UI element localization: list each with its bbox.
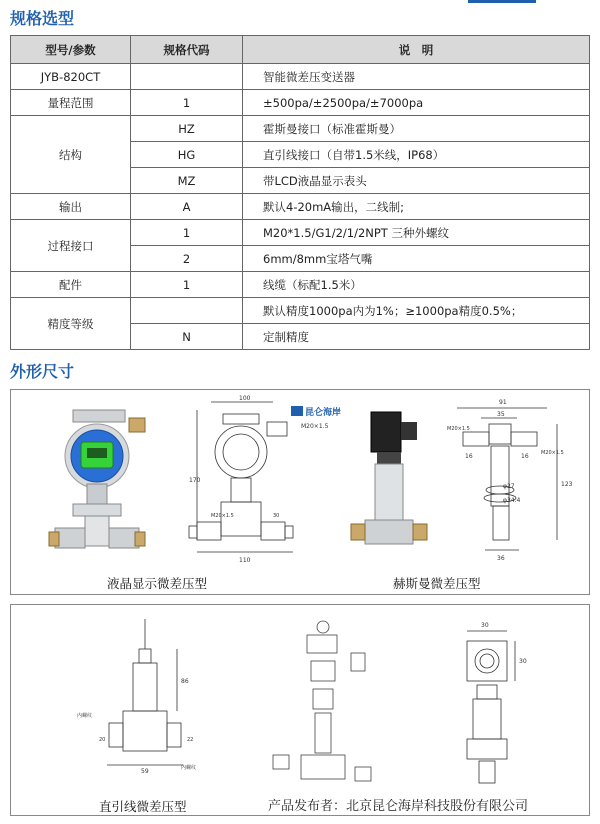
- code-cell: [131, 64, 243, 90]
- d2-w1-label: 91: [499, 399, 507, 406]
- d1-thread-label: M20×1.5: [301, 423, 329, 430]
- desc-cell: 默认精度1000pa内为1%；≥1000pa精度0.5%；: [243, 298, 590, 324]
- code-cell: MZ: [131, 168, 243, 194]
- caption-direct: 直引线微差压型: [99, 799, 187, 814]
- desc-cell: 默认4-20mA输出，二线制;: [243, 194, 590, 220]
- desc-cell: M20*1.5/G1/2/1/2NPT 三种外螺纹: [243, 220, 590, 246]
- top-panel-drawings: [11, 390, 589, 594]
- d2-w2-label: 35: [497, 411, 505, 418]
- table-row: [11, 90, 590, 116]
- caption-hirschmann: 赫斯曼微差压型: [393, 576, 481, 591]
- d2-bottom-label: 36: [497, 555, 505, 562]
- d4-h-label: 30: [519, 658, 527, 665]
- dimension-panel-bottom: [10, 604, 590, 816]
- spec-table: [10, 35, 590, 350]
- param-cell: 结构: [11, 116, 131, 194]
- desc-cell: 定制精度: [243, 324, 590, 350]
- d2-thread-left-label: M20×1.5: [447, 426, 470, 432]
- caption-lcd: 液晶显示微差压型: [107, 576, 208, 591]
- spec-section-title: 规格选型: [10, 9, 75, 28]
- desc-cell: ±500pa/±2500pa/±7000pa: [243, 90, 590, 116]
- param-cell: 配件: [11, 272, 131, 298]
- d2-a-label: 16: [465, 453, 473, 460]
- table-row: [11, 116, 590, 142]
- d1-port-label: M20×1.5: [211, 513, 234, 519]
- code-cell: HG: [131, 142, 243, 168]
- code-cell: HZ: [131, 116, 243, 142]
- desc-cell: 带LCD液晶显示表头: [243, 168, 590, 194]
- desc-cell: 霍斯曼接口（标准霍斯曼）: [243, 116, 590, 142]
- brand-logo-text: 昆仑海岸: [305, 408, 342, 418]
- desc-cell: 直引线接口（自带1.5米线，IP68）: [243, 142, 590, 168]
- d1-len-label: 110: [239, 557, 251, 564]
- desc-cell: 线缆（标配1.5米）: [243, 272, 590, 298]
- d2-h-label: 123: [561, 481, 573, 488]
- d2-d2-label: φ34.4: [503, 497, 521, 504]
- code-cell: A: [131, 194, 243, 220]
- param-cell: 过程接口: [11, 220, 131, 272]
- hirschmann-dimension-drawing: [457, 408, 557, 550]
- d3-inner-thread-label: 内螺纹: [77, 713, 93, 719]
- brand-logo: [291, 406, 341, 418]
- desc-cell: 6mm/8mm宝塔气嘴: [243, 246, 590, 272]
- d2-b-label: 16: [521, 453, 529, 460]
- top-view-dimension-drawing: [467, 631, 515, 783]
- d3-inner-thread-label-2: 内螺纹: [181, 765, 197, 771]
- table-row: [11, 194, 590, 220]
- direct-cable-dimension-drawing: [107, 619, 183, 765]
- header-code: 规格代码: [131, 36, 243, 64]
- header-param: 型号/参数: [11, 36, 131, 64]
- param-cell: 量程范围: [11, 90, 131, 116]
- code-cell: 1: [131, 220, 243, 246]
- spec-header-row: [11, 36, 590, 64]
- table-row: [11, 64, 590, 90]
- d2-thread-right-label: M20×1.5: [541, 450, 564, 456]
- table-row: [11, 272, 590, 298]
- dimension-panel-top: [10, 389, 590, 595]
- top-accent-rule: [468, 0, 536, 3]
- lcd-dimension-drawing: [189, 402, 293, 552]
- code-cell: 2: [131, 246, 243, 272]
- param-cell: JYB-820CT: [11, 64, 131, 90]
- d3-a-label: 20: [99, 737, 106, 743]
- d1-width-label: 100: [239, 395, 251, 402]
- bottom-panel-drawings: [11, 605, 589, 815]
- d2-d1-label: φ27: [503, 483, 515, 490]
- d3-b-label: 22: [187, 737, 194, 743]
- table-row: [11, 220, 590, 246]
- dimension-section-title: 外形尺寸: [10, 362, 75, 381]
- d4-w-label: 30: [481, 622, 489, 629]
- code-cell: 1: [131, 272, 243, 298]
- publisher-footer: 产品发布者：北京昆仑海岸科技股份有限公司: [268, 799, 529, 814]
- d1-height-label: 170: [189, 477, 201, 484]
- desc-cell: 智能微差压变送器: [243, 64, 590, 90]
- d3-h-label: 86: [181, 678, 189, 685]
- table-row: [11, 298, 590, 324]
- lcd-transmitter-photo: [49, 410, 145, 548]
- param-cell: 输出: [11, 194, 131, 220]
- d1-h-label: 30: [273, 513, 280, 519]
- code-cell: [131, 298, 243, 324]
- exploded-assembly-drawing: [273, 621, 371, 781]
- param-cell: 精度等级: [11, 298, 131, 350]
- code-cell: N: [131, 324, 243, 350]
- d3-w-label: 59: [141, 768, 149, 775]
- header-desc: 说 明: [243, 36, 590, 64]
- hirschmann-transmitter-photo: [351, 412, 427, 544]
- code-cell: 1: [131, 90, 243, 116]
